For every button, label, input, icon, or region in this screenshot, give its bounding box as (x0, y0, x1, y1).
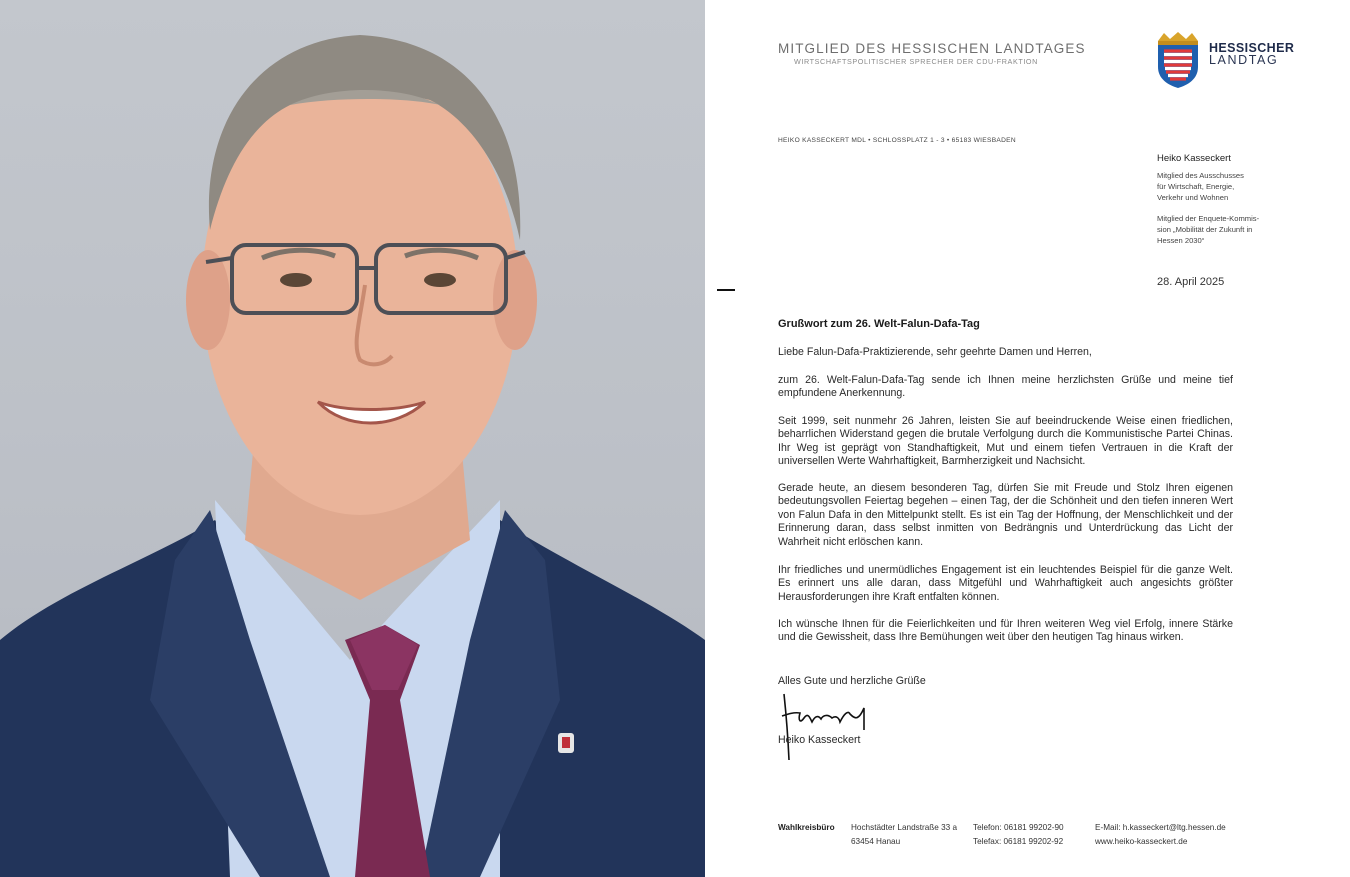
footer-address (851, 821, 957, 848)
closing-text: Alles Gute und herzliche Grüße (778, 675, 926, 687)
letter-document (705, 0, 1350, 877)
hessen-lion-crest-icon (1154, 31, 1202, 89)
sidebar-line: sion „Mobilität der Zukunft in (1157, 225, 1253, 234)
landtag-logo-text (1209, 42, 1294, 66)
sender-address-line: HEIKO KASSECKERT MDL • SCHLOSSPLATZ 1 - 3 • 65183 WIESBADEN (778, 137, 1016, 144)
sidebar-committee-2 (1157, 213, 1282, 246)
landtag-logo-line2: LANDTAG (1209, 53, 1279, 67)
footer-website-link[interactable]: www.heiko-kasseckert.de (1095, 836, 1188, 846)
footer-address-line: Hochstädter Landstraße 33 a (851, 823, 958, 832)
handwritten-signature (778, 688, 878, 763)
paragraph-text: Gerade heute, an diesem besonderen Tag, dürfen Sie mit Freude und Stolz Ihren eigenen bedeutungsvollen Feiertag begehen – einen Tag, der die Schönheit und den tiefen inneren Wert von Falun Dafa in den Mittelpunkt stellt. Es ist ein Tag der Hoffnung, der Menschlichkeit und der Erinnerung daran, dass selbst inmitten von Bedrängnis und Unterdrückung das Licht der Wahrheit nicht erlöschen kann. (778, 482, 1233, 548)
paragraph-3 (778, 482, 1233, 549)
sidebar-line: Hessen 2030“ (1157, 236, 1205, 245)
sidebar-committee-1 (1157, 170, 1282, 203)
signature-name: Heiko Kasseckert (778, 734, 861, 746)
paragraph-text: Ich wünsche Ihnen für die Feierlichkeiten und für Ihren weiteren Weg viel Erfolg, innere Stärke und die Gewissheit, dass Ihre Bemühungen weit über den heutigen Tag hinaus wirken. (778, 618, 1233, 644)
paragraph-2 (778, 415, 1233, 469)
footer-phone: Telefon: 06181 99202-90 (973, 823, 1064, 832)
fold-mark (717, 289, 735, 291)
paragraph-5 (778, 618, 1233, 645)
salutation (778, 346, 1233, 359)
paragraph-1 (778, 374, 1233, 401)
footer-email-link[interactable]: E-Mail: h.kasseckert@ltg.hessen.de (1095, 823, 1226, 832)
footer-contact-block (1095, 821, 1226, 848)
sidebar-line: Mitglied der Enquete-Kommis- (1157, 214, 1260, 223)
sidebar-line: Verkehr und Wohnen (1157, 193, 1229, 202)
letterhead-subtitle: WIRTSCHAFTSPOLITISCHER SPRECHER DER CDU-FRAKTION (794, 57, 1038, 66)
letter-date: 28. April 2025 (1157, 276, 1225, 288)
sidebar-line: für Wirtschaft, Energie, (1157, 182, 1235, 191)
footer-address-line: 63454 Hanau (851, 836, 901, 846)
paragraph-text: Ihr friedliches und unermüdliches Engagement ist ein leuchtendes Beispiel für die ganze Welt. Es erinnert uns alle daran, dass Mitgefühl und Wahrhaftigkeit auch angesichts größter Herausforderungen ihre Kraft entfalten können. (778, 564, 1233, 603)
paragraph-text: zum 26. Welt-Falun-Dafa-Tag sende ich Ihnen meine herzlichsten Grüße und meine tief empfundene Anerkennung. (778, 374, 1233, 400)
salutation-text: Liebe Falun-Dafa-Praktizierende, sehr geehrte Damen und Herren, (778, 346, 1092, 358)
letter-subject: Grußwort zum 26. Welt-Falun-Dafa-Tag (778, 318, 980, 330)
letterhead-title: MITGLIED DES HESSISCHEN LANDTAGES (778, 41, 1086, 56)
paragraph-text: Seit 1999, seit nunmehr 26 Jahren, leisten Sie auf beeindruckende Weise einen friedlichen, beharrlichen Widerstand gegen die brutale Verfolgung durch die Kommunistische Partei Chinas. Ihr Weg ist geprägt von Standhaftigkeit, Mut und einem tiefen Vertrauen in die Kraft der universellen Werte Wahrhaftigkeit, Barmherzigkeit und Nachsicht. (778, 415, 1233, 468)
footer-label: Wahlkreisbüro (778, 823, 835, 832)
sidebar-line: Mitglied des Ausschusses (1157, 171, 1244, 180)
sidebar-name: Heiko Kasseckert (1157, 153, 1231, 164)
footer-phone-block (973, 821, 1064, 848)
paragraph-4 (778, 564, 1233, 604)
closing (778, 675, 1233, 688)
landtag-logo-line1: HESSISCHER (1209, 41, 1295, 55)
footer-fax: Telefax: 06181 99202-92 (973, 836, 1064, 846)
